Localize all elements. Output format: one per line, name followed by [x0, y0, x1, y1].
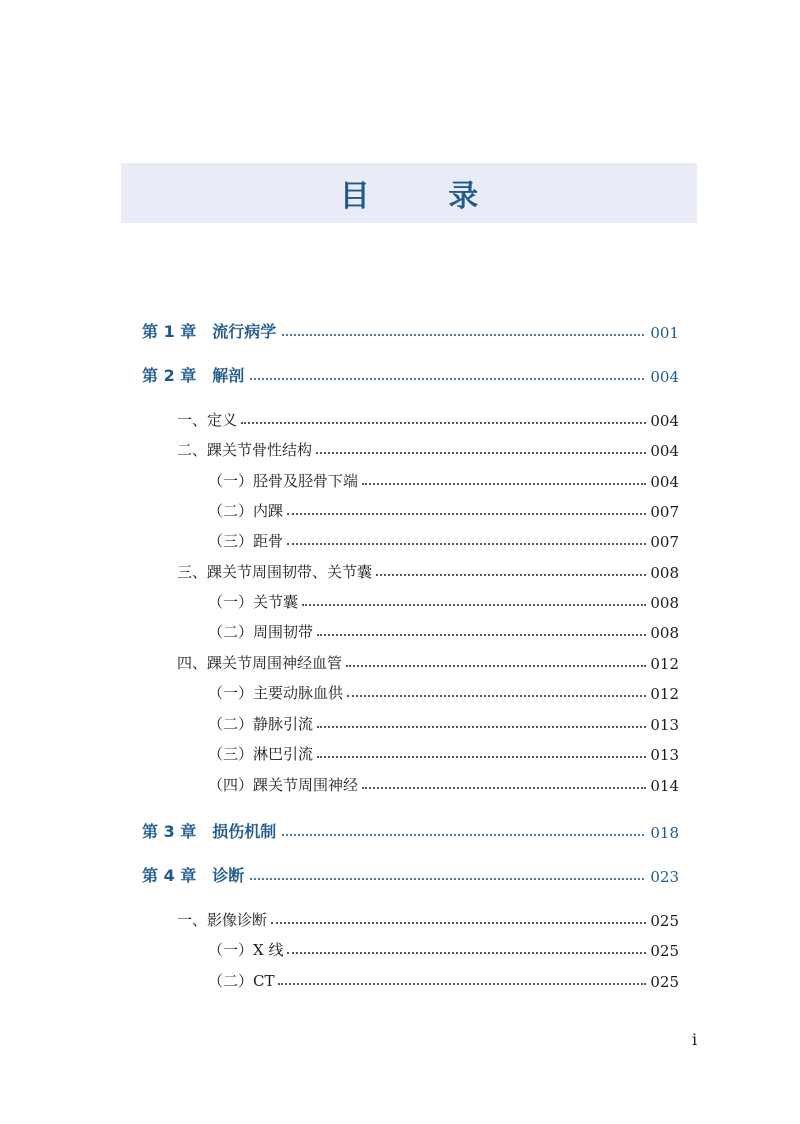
toc-section[interactable] — [177, 436, 679, 460]
page-ref: 023 — [650, 868, 679, 886]
page-ref: 008 — [650, 594, 679, 612]
page-ref: 004 — [650, 473, 679, 491]
subsection-title: （二）CT — [208, 972, 275, 990]
chapter-title: 解剖 — [212, 366, 245, 385]
dot-leader — [278, 983, 646, 985]
toc-section[interactable] — [177, 406, 679, 430]
chapter-number: 第 3 章 — [142, 822, 197, 841]
toc-subsection[interactable] — [208, 771, 679, 795]
dot-leader — [302, 604, 646, 606]
toc-subsection[interactable] — [208, 497, 679, 521]
page-ref: 008 — [650, 624, 679, 642]
subsection-title: （一）关节囊 — [208, 593, 299, 611]
chapter-number: 第 2 章 — [142, 366, 197, 385]
toc-subsection[interactable] — [208, 588, 679, 612]
dot-leader — [347, 695, 646, 697]
dot-leader — [362, 483, 646, 485]
chapter-title: 诊断 — [212, 866, 245, 885]
chapter-title: 损伤机制 — [212, 822, 277, 841]
toc-subsection[interactable] — [208, 679, 679, 703]
dot-leader — [317, 756, 646, 758]
subsection-title: （二）周围韧带 — [208, 623, 314, 641]
page-ref: 008 — [650, 564, 679, 582]
dot-leader — [317, 726, 646, 728]
section-title: 一、影像诊断 — [177, 911, 268, 929]
subsection-title: （一）胫骨及胫骨下端 — [208, 472, 359, 490]
subsection-title: （二）静脉引流 — [208, 715, 314, 733]
toc-subsection[interactable] — [208, 467, 679, 491]
toc-chapter-2[interactable] — [142, 362, 679, 386]
subsection-title: （一）X 线 — [208, 941, 284, 959]
page-ref: 025 — [650, 912, 679, 930]
toc-subsection[interactable] — [208, 967, 679, 991]
dot-leader — [346, 665, 646, 667]
dot-leader — [287, 513, 646, 515]
chapter-number: 第 1 章 — [142, 322, 197, 341]
toc-subsection[interactable] — [208, 740, 679, 764]
toc-subsection[interactable] — [208, 527, 679, 551]
subsection-title: （一）主要动脉血供 — [208, 684, 344, 702]
page-ref: 014 — [650, 777, 679, 795]
page-ref: 012 — [650, 685, 679, 703]
dot-leader — [241, 422, 646, 424]
subsection-title: （四）踝关节周围神经 — [208, 776, 359, 794]
toc-subsection[interactable] — [208, 936, 679, 960]
dot-leader — [282, 334, 644, 336]
page-ref: 013 — [650, 746, 679, 764]
page-ref: 025 — [650, 942, 679, 960]
section-title: 一、定义 — [177, 411, 238, 429]
dot-leader — [362, 787, 646, 789]
page-ref: 007 — [650, 533, 679, 551]
chapter-number: 第 4 章 — [142, 866, 197, 885]
toc-chapter-3[interactable] — [142, 818, 679, 842]
section-title: 三、踝关节周围韧带、关节囊 — [177, 563, 373, 581]
dot-leader — [287, 952, 646, 954]
page-number: i — [692, 1030, 698, 1049]
page-title: 目 录 — [339, 179, 513, 214]
subsection-title: （三）淋巴引流 — [208, 745, 314, 763]
page-ref: 001 — [650, 324, 679, 342]
toc-section[interactable] — [177, 906, 679, 930]
toc-chapter-1[interactable] — [142, 318, 679, 342]
chapter-title: 流行病学 — [212, 322, 277, 341]
page-ref: 004 — [650, 368, 679, 386]
page-ref: 013 — [650, 716, 679, 734]
dot-leader — [316, 452, 646, 454]
dot-leader — [376, 574, 646, 576]
dot-leader — [287, 543, 646, 545]
page-ref: 018 — [650, 824, 679, 842]
dot-leader — [250, 378, 644, 380]
toc-subsection[interactable] — [208, 618, 679, 642]
dot-leader — [250, 878, 644, 880]
dot-leader — [317, 634, 646, 636]
section-title: 四、踝关节周围神经血管 — [177, 654, 343, 672]
toc-section[interactable] — [177, 558, 679, 582]
subsection-title: （三）距骨 — [208, 532, 284, 550]
page-ref: 012 — [650, 655, 679, 673]
page-ref: 025 — [650, 973, 679, 991]
page-ref: 004 — [650, 412, 679, 430]
title-band — [121, 163, 697, 223]
section-title: 二、踝关节骨性结构 — [177, 441, 313, 459]
page-ref: 007 — [650, 503, 679, 521]
toc-chapter-4[interactable] — [142, 862, 679, 886]
dot-leader — [271, 922, 646, 924]
toc-subsection[interactable] — [208, 710, 679, 734]
page-ref: 004 — [650, 442, 679, 460]
subsection-title: （二）内踝 — [208, 502, 284, 520]
toc-section[interactable] — [177, 649, 679, 673]
dot-leader — [282, 834, 644, 836]
